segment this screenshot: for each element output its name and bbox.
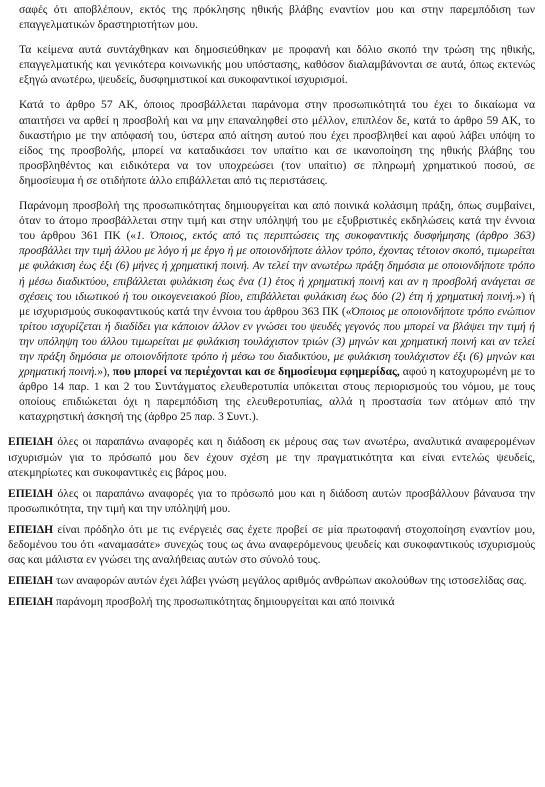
paragraph-epeidi-2 [8,487,535,517]
paragraph-texts-published: Τα κείμενα αυτά συντάχθηκαν και δημοσιεύθηκαν με προφανή και δόλιο σκοπό την τρώση της ηθικής, επαγγελματικής και γενικότερα κοινωνικής μου υπόστασης, καθόσον διαλαμβάνονται σε αυτά, όπως εκτενώς εξηγώ ανωτέρω, ψευδείς, δυσφημιστικοί και συκοφαντικοί ισχυρισμοί. [19,44,535,87]
article-361-quote: 1. Όποιος, εκτός από τις περιπτώσεις της συκοφαντικής δυσφήμησης (άρθρο 363) προσβάλλει την τιμή άλλου με λόγο ή με έργο ή με οποιονδήποτε άλλον τρόπο, έχοντας τέτοιον σκοπό, τιμωρείται με φυλάκιση έως έξι (6) μήνες ή χρηματική ποινή. Αν τελεί την ανωτέρω πράξη δημόσια με οποιονδήποτε τρόπο ή μέσω διαδικτύου, επιβάλλεται φυλάκιση έως ένα (1) έτος ή χρηματική ποινή και αν η προσβολή ανάγεται σε σχέσεις του ιδιωτικού ή του οικογενειακού βίου, επιβάλλεται φυλάκιση έως δύο (2) έτη ή χρηματική ποινή. [19,230,535,303]
paragraph-epeidi-5 [8,595,535,610]
epeidi-1-text: όλες οι παραπάνω αναφορές και η διάδοση εκ μέρους σας των ανωτέρω, αναλυτικά αναφερομένων ισχυρισμών για το πρόσωπό μου δεν έχουν σχέση με την πραγματικότητα και είναι εντελώς ψευδείς, ατεκμηρίωτες και συκοφαντικές εις βάρος μου. [8,436,535,479]
epeidi-5-text: παράνομη προσβολή της προσωπικότητας δημιουργείται και από ποινικά [53,596,395,609]
p3-text-a: Παράνομη προσβολή της προσωπικότητας δημιουργείται και από ποινικά κολάσιμη πράξη, όπως συμβαίνει, όταν το άτομο προσβάλλεται στην τιμή και στην υπόληψή του με εξυβριστικές εκδηλώσεις κατά την έννοια του άρθρου 361 ΠΚ (« [19,200,535,243]
epeidi-4-text: των αναφορών αυτών έχει λάβει γνώση μεγάλος αριθμός ανθρώπων ακολούθων της ιστοσελίδας σας. [53,575,527,588]
p3-bold-phrase: που μπορεί να περιέχονται και σε δημοσίευμα εφημερίδας, [112,366,400,379]
epeidi-3-text: είναι πρόδηλο ότι με τις ενέργειές σας έχετε προβεί σε μία πρωτοφανή στοχοποίηση εναντίον μου, δεδομένου του ότι «αναμασάτε» συνεχώς τους ως άνω αναφερόμενους ψευδείς και συκοφαντικούς ισχυρισμούς σας και μάλιστα εν γνώσει της αναλήθειας αυτών στο σύνολό τους. [8,523,535,567]
paragraph-criminal-offence [8,199,535,425]
epeidi-label: ΕΠΕΙΔΗ [8,575,54,588]
paragraph-epeidi-1 [8,435,535,480]
paragraph-article-57: Κατά το άρθρο 57 ΑΚ, όποιος προσβάλλεται παράνομα στην προσωπικότητά του έχει το δικαίωμα να απαιτήσει να αρθεί η προσβολή και να μην επαναληφθεί στο μέλλον, επιπλέον δε, κατά το άρθρο 59 ΑΚ, το δικαστήριο με την απόφασή του, ύστερα από αίτηση αυτού που έχει προσβληθεί και αφού λάβει υπόψη το είδος της προσβολής, μπορεί να καταδικάσει τον υπαίτιο και σε ικανοποίηση της ηθικής βλάβης του προσβληθέντος και ειδικότερα να τον υποχρεώσει (τον υπαίτιο) σε πληρωμή χρηματικού ποσού, σε δημοσίευμα ή σε οτιδήποτε άλλο επιβάλλεται από τις περιστάσεις. [19,99,535,187]
paragraph-epeidi-3 [8,523,535,568]
article-363-quote: Όποιος με οποιονδήποτε τρόπο ενώπιον τρίτου ισχυρίζεται ή διαδίδει για κάποιον άλλον εν γνώσει του ψευδές γεγονός που μπορεί να βλάψει την τιμή ή την υπόληψη του άλλου τιμωρείται με φυλάκιση τουλάχιστον τριών (3) μηνών και χρηματική ποινή και αν τελεί την πράξη δημόσια με οποιονδήποτε τρόπο ή μέσω του διαδικτύου, με φυλάκιση τουλάχιστον έξι (6) μηνών και χρηματική ποινή. [19,305,535,379]
epeidi-2-text: όλες οι παραπάνω αναφορές για το πρόσωπό μου και η διάδοση αυτών προσβάλλουν βάναυσα την προσωπικότητα, την τιμή και την υπόληψή μου. [8,487,535,515]
p3-text-e: »), [97,366,113,379]
p3-text-c: ») ή με ισχυρισμούς συκοφαντικούς κατά την έννοια του άρθρου 363 ΠΚ (« [19,290,535,318]
epeidi-label: ΕΠΕΙΔΗ [8,436,54,449]
epeidi-label: ΕΠΕΙΔΗ [8,487,54,500]
p3-text-g: αφού η κατοχυρωμένη με το άρθρο 14 παρ. 1 και 2 του Συντάγματος ελευθεροτυπία υπόκειται στους περιορισμούς του νόμου, με τους οποίους επιδιώκεται όχι η παρεμπόδιση της ελευθεροτυπίας, αλλά η προστασία των ατόμων από την καταχρηστική άσκησή της (άρθρο 25 παρ. 3 Συντ.). [19,366,535,424]
epeidi-label: ΕΠΕΙΔΗ [8,596,54,609]
epeidi-label: ΕΠΕΙΔΗ [8,523,54,536]
paragraph-epeidi-4 [8,574,535,589]
paragraph-continuation: σαφές ότι αποβλέπουν, εκτός της πρόκλησης ηθικής βλάβης εναντίον μου και στην παρεμπόδιση των επαγγελματικών δραστηριοτήτων μου. [19,4,535,32]
